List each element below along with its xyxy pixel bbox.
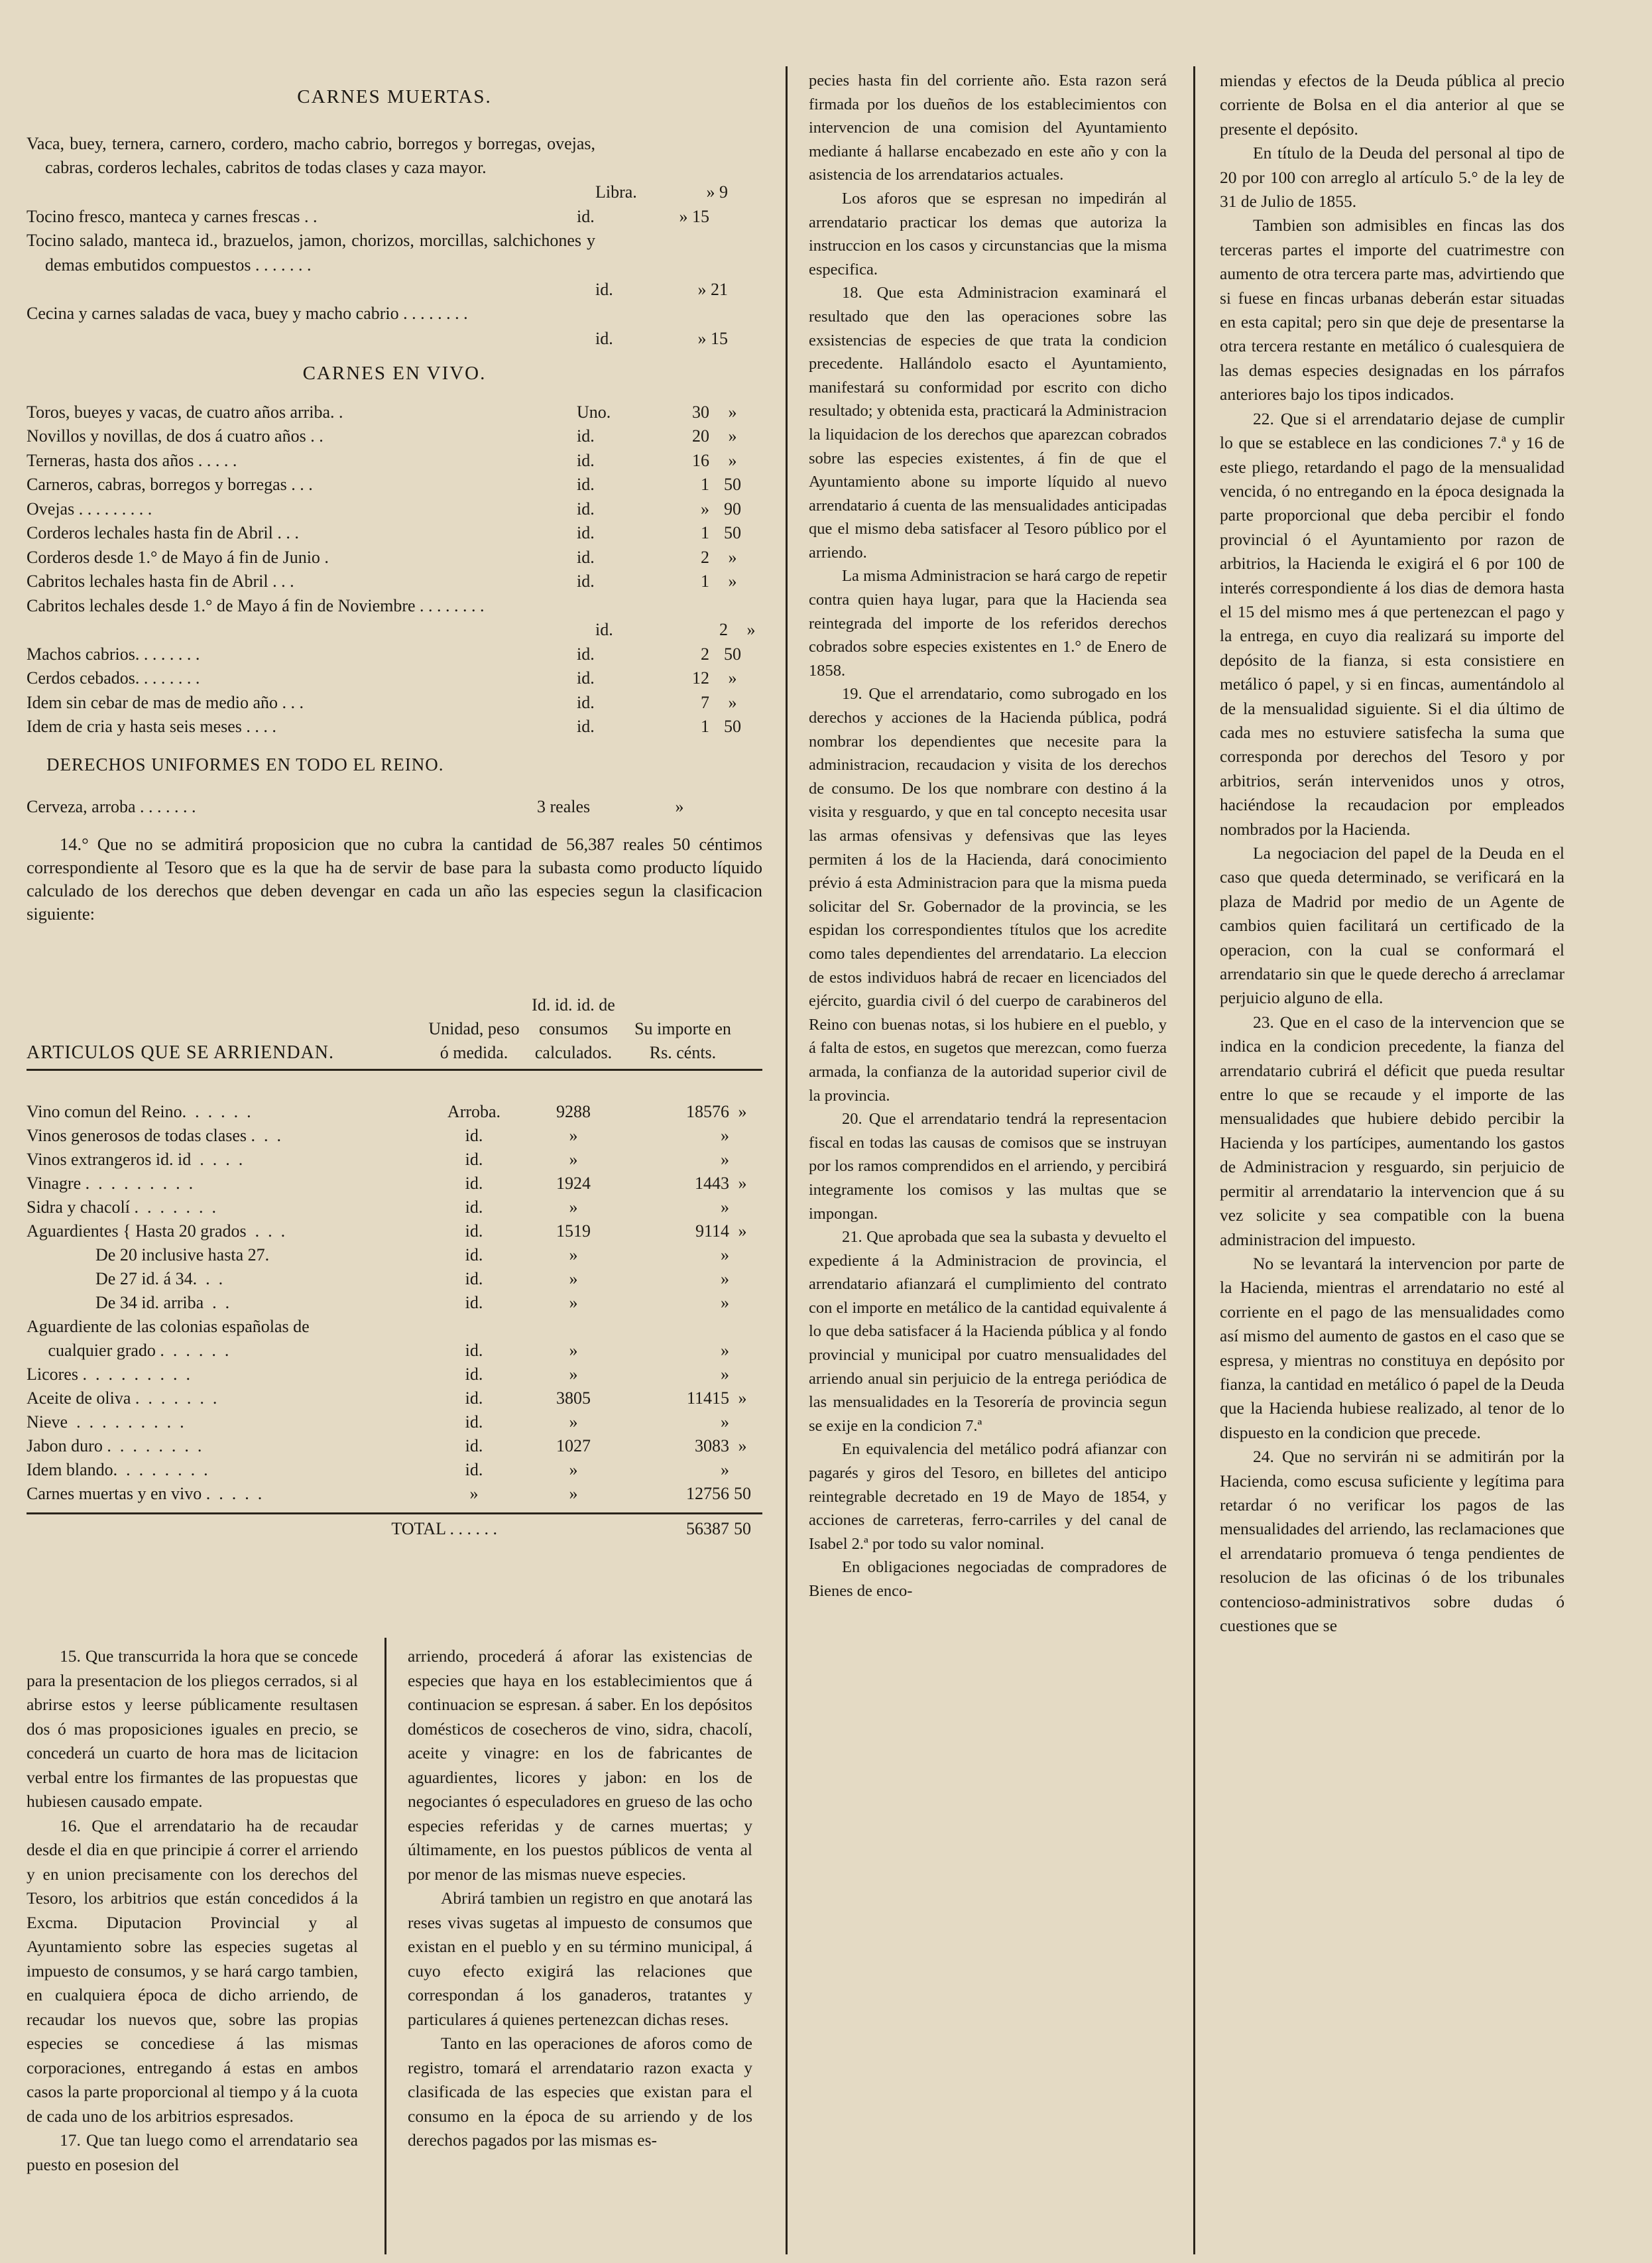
paragraph: Tambien son admisibles en fincas las dos terceras partes el importe del cuatrimestre con aumento de otra tercera parte mas, advirtiendo que si fuese en fincas urbanas deberán estar situadas en esta capital; pero sin que deje de presentarse la otra tercera restante en metálico ó cualesquiera de las demas especies designadas en los párrafos anteriores bajo los tipos indicados.: [1220, 215, 1564, 404]
paragraph: Abrirá tambien un registro en que anotará las reses vivas sugetas al impuesto de consumos que existan en el pueblo y en su término municipal, á cuyo efecto exigirá las relaciones que correspondan á los ganaderos, tratantes y particulares á quienes pertenezcan dichas reses.: [408, 1888, 752, 2029]
table-row: Corderos lechales hasta fin de Abril . . . id. 1 50: [27, 523, 741, 542]
header-consumo: Id. id. id. de consumos calculados.: [532, 995, 615, 1062]
paragraph: 20. Que el arrendatario tendrá la representacion fiscal en todas las causas de comisos que se instruyan por los ramos comprendidos en el arriendo, y percibirá integramente los comisos y las multas que se impongan.: [809, 1110, 1167, 1223]
table-row: Aceite de oliva . . . . . . . id. 3805 11415 »: [27, 1388, 747, 1408]
table-row: Vaca, buey, ternera, carnero, cordero, macho cabrio, borregos y borregas, ovejas, cabras, corderos lechales, cabritos de todas clases y caza mayor. Libra. » 9: [27, 133, 728, 202]
paragraph: La negociacion del papel de la Deuda en el caso que queda determinado, se verificará en la plaza de Madrid por medio de un Agente de cambios quien facilitará un certificado de la operacion, con la cual se conformará el arrendatario sin que le quede derecho á arreclamar perjuicio alguno de ella.: [1220, 843, 1564, 1008]
total-value: 56387: [686, 1518, 729, 1538]
table-row: Toros, bueyes y vacas, de cuatro años arriba. . Uno. 30 »: [27, 402, 737, 422]
table-row: Vinagre . . . . . . . . . id. 1924 1443 »: [27, 1173, 747, 1193]
table-row: Vinos extrangeros id. id . . . . id. » »: [27, 1149, 729, 1169]
column-d: [1220, 69, 1564, 1638]
table-row: Carnes muertas y en vivo . . . . . » » 12756 50: [27, 1483, 751, 1503]
table-row: Cabritos lechales hasta fin de Abril . . . id. 1 »: [27, 572, 737, 591]
header-articulos: ARTICULOS QUE SE ARRIENDAN.: [27, 1042, 334, 1063]
table-row: Machos cabrios. . . . . . . . id. 2 50: [27, 644, 741, 664]
uniformes-title: DERECHOS UNIFORMES EN TODO EL REINO.: [46, 754, 444, 774]
table-row: Idem sin cebar de mas de medio año . . . id. 7 »: [27, 692, 737, 712]
carnes-vivo-title: CARNES EN VIVO.: [302, 363, 487, 384]
table-row: Ovejas . . . . . . . . . id. » 90: [27, 499, 741, 519]
carnes-vivo-table: [27, 400, 762, 739]
paragraph: 22. Que si el arrendatario dejase de cumplir lo que se establece en las condiciones 7.ª y 16 de este pliego, retardando el pago de la mensualidad vencida, ó no entregando en la época designada la parte proporcional que deba percibir el fondo provincial ó el Ayuntamiento por razon de arbitrios, la Hacienda le exigirá el 6 por 100 de interés correspondiente á los dias de demora hasta el 15 del mismo mes á que pertenezcan el pago y la entrega, en cuyo dia realizará su importe del depósito de la fianza, si esta consistiere en metálico ó papel, y si en fincas, aumentándolo al de la mensualidad siguiente. Si el dia último de cada mes no estuviere satisfecha la suma que corresponda por derechos del Tesoro y por arbitrios, serán intervenidos unos y otros, haciéndose la recaudacion por empleados nombrados por la Hacienda.: [1220, 408, 1564, 839]
total-row: [27, 1512, 762, 1546]
header-unidad: Unidad, peso ó medida.: [428, 1018, 520, 1062]
table-row: Cabritos lechales desde 1.° de Mayo á fin de Noviembre . . . . . . . . id. 2 »: [27, 595, 756, 639]
paragraph: En título de la Deuda del personal al tipo de 20 por 100 con arreglo al artículo 5.° de la ley de 31 de Julio de 1855.: [1220, 143, 1564, 212]
arriendo-table: [27, 1100, 762, 1506]
paragraph: No se levantará la intervencion por parte de la Hacienda, mientras el arrendatario no esté al corriente en el pago de las mensualidades como así mismo del aumento de gastos en el caso que se espresa, y mientras no constituya en depósito por fianza, la cantidad en metálico ó papel de la Deuda que la Hacienda hubiese realizado, al tenor de lo dispuesto en la condicion que precede.: [1220, 1253, 1564, 1442]
table-row: Tocino salado, manteca id., brazuelos, jamon, chorizos, morcillas, salchichones y demas embutidos compuestos . . . . . . . id. » 21: [27, 231, 728, 299]
paragraph: arriendo, procederá á aforar las existencias de especies que haya en los establecimientos que á continuacion se espresan. á saber. En los depósitos domésticos de cosecheros de vino, sidra, chacolí, aceite y vinagre: en los de fabricantes de aguardientes, licores y jabon: en los de negociantes ó especuladores en grueso de las ocho especies referidas y de carnes muertas; y últimamente, en los puestos públicos de venta al por menor de las mismas nueve especies.: [408, 1646, 752, 1884]
subcolumn-left: [27, 1644, 358, 2177]
column-c: [809, 69, 1167, 1603]
column-rule: [786, 66, 788, 2254]
table-row: Idem de cria y hasta seis meses . . . . id. 1 50: [27, 717, 741, 736]
clause-14: 14.° Que no se admitirá proposicion que no cubra la cantidad de 56,387 reales 50 céntimos correspondiente al Tesoro que es la que ha de servir de base para la subasta como producto líquido calculado de los derechos que deben devengar en cada un año las especies segun la clasificacion siguiente:: [27, 833, 762, 924]
table-row: Novillos y novillas, de dos á cuatro años . . id. 20 »: [27, 426, 737, 446]
table-row: Aguardiente de las colonias españolas de: [27, 1316, 310, 1336]
paragraph: miendas y efectos de la Deuda pública al precio corriente de Bolsa en el dia anterior al que se presente el depósito.: [1220, 71, 1564, 139]
paragraph: La misma Administracion se hará cargo de repetir contra quien haya lugar, para que la Hacienda sea reintegrada del importe de los referidos derechos cobrados sobre especies existentes en 1.° de Enero de 1858.: [809, 567, 1167, 680]
table-row: Licores . . . . . . . . . id. » »: [27, 1364, 729, 1384]
table-row: Jabon duro . . . . . . . . id. 1027 3083 »: [27, 1436, 747, 1455]
table-row: Vinos generosos de todas clases . . . id. » »: [27, 1125, 729, 1145]
tariff-column: [27, 85, 762, 1546]
table-row: Tocino fresco, manteca y carnes frescas . . id. » 15: [27, 206, 709, 226]
paragraph: pecies hasta fin del corriente año. Esta razon será firmada por los dueños de los establecimientos con intervencion de una comision del Ayuntamiento mediante á hallarse encabezado en este año y con la asistencia de los arrendatarios actuales.: [809, 72, 1167, 184]
paragraph: 24. Que no servirán ni se admitirán por la Hacienda, como escusa suficiente y legítima para retardar ó no verificar los pagos de las mensualidades del arriendo, las reclamaciones que el arrendatario promueva ó tenga pendientes de resolucion de las oficinas ó de los tribunales contencioso-administrativos sobre dudas ó cuestiones que se: [1220, 1447, 1564, 1635]
paragraph: 16. Que el arrendatario ha de recaudar desde el dia en que principie á correr el arriendo y en union precisamente con los derechos del Tesoro, los arbitrios que están concedidos á la Excma. Diputacion Provincial y al Ayuntamiento sobre las especies sugetas al impuesto de consumos, y se hará cargo tambien, en cualquiera época de dicho arriendo, de recaudar los nuevos que, sobre las propias especies se concediese á las mismas corporaciones, entregando á estas en ambos casos la parte proporcional al tiempo y á la cuota de cada uno de los arbitrios espresados.: [27, 1815, 358, 2126]
paragraph: 21. Que aprobada que sea la subasta y devuelto el expediente á la Administracion de provincia, el arrendatario afianzará el cumplimiento del contrato con el importe en metálico de la cantidad equivalente á lo que deba satisfacer á la Hacienda pública y al fondo provincial y municipal por cuatro mensualidades del arriendo anual sin perjuicio de la entrega periódica de las mensualidades en la Tesorería de provincia segun se exije en la condicion 7.ª: [809, 1228, 1167, 1435]
paragraph: Tanto en las operaciones de aforos como de registro, tomará el arrendatario razon exacta y clasificada de las especies que existan para el consumo en la época de su arriendo y de los derechos pagados por las mismas es-: [408, 2034, 752, 2150]
column-rule: [384, 1638, 386, 2254]
paragraph: 23. Que en el caso de la intervencion que se indica en la condicion precedente, la fianza del arrendatario cubrirá el déficit que pueda resultar entre lo que se recaude y el importe de las mensualidades que hubiere debido percibir la Hacienda y los partícipes, aumentando los gastos de Administracion y resguardo, sin perjuicio de permitir al arrendatario la intervencion que á su vez solicite y sea compatible con la buena administracion del impuesto.: [1220, 1012, 1564, 1249]
table-row: De 27 id. á 34. . . id. » »: [27, 1268, 729, 1288]
table-row: Idem blando. . . . . . . . id. » »: [27, 1459, 729, 1479]
paragraph: 19. Que el arrendatario, como subrogado en los derechos y acciones de la Hacienda pública, podrá nombrar los dependientes que necesite para la administracion, recaudacion y visita de los derechos de consumo. De los que nombrare con destino á la visita y resguardo, y que en tal concepto necesita usar las armas ofensivas y defensivas que las leyes permiten á los de la Hacienda, dará conocimiento prévio á esta Administracion para que la misma pueda solicitar del Sr. Gobernador de la provincia, se les espidan los correspondientes títulos que los acredite como tales dependientes del arrendatario. La eleccion de estos individuos habrá de recaer en licenciados del ejército, guardia civil ó del cuerpo de carabineros del Reino con buenas notas, si los hubiere en el pueblo, y á falta de estos, en sugetos que merezcan, como fuerza armada, la confianza de la autoridad superior civil de la provincia.: [809, 685, 1167, 1105]
table-row: Cerdos cebados. . . . . . . . id. 12 »: [27, 668, 737, 688]
carnes-muertas-title: CARNES MUERTAS.: [297, 86, 492, 107]
table-row: Aguardientes { Hasta 20 grados . . . id. 1519 9114 »: [27, 1221, 747, 1241]
arriendo-header: [27, 926, 762, 1071]
paragraph: En obligaciones negociadas de compradores de Bienes de enco-: [809, 1558, 1167, 1600]
table-row: Cerveza, arroba . . . . . . . 3 reales »: [27, 797, 684, 816]
paragraph: 15. Que transcurrida la hora que se concede para la presentacion de los pliegos cerrados, si al abrirse estos y leerse públicamente resultasen dos ó mas proposiciones iguales en precio, se concederá un cuarto de hora mas de licitacion verbal entre los firmantes de las propuestas que hubiesen causado empate.: [27, 1646, 358, 1811]
total-label: TOTAL . . . . . .: [391, 1518, 497, 1538]
column-rule: [1193, 66, 1195, 2254]
table-row: Carneros, cabras, borregos y borregas . . . id. 1 50: [27, 475, 741, 494]
table-row: Nieve . . . . . . . . . id. » »: [27, 1412, 729, 1432]
table-row: Terneras, hasta dos años . . . . . id. 16 »: [27, 450, 737, 470]
table-row: De 20 inclusive hasta 27. id. » »: [27, 1245, 729, 1264]
table-row: Cecina y carnes saladas de vaca, buey y macho cabrio . . . . . . . . id. » 15: [27, 304, 728, 348]
table-row: Corderos desde 1.° de Mayo á fin de Junio . id. 2 »: [27, 547, 737, 567]
header-importe: Su importe en Rs. cénts.: [634, 1018, 731, 1062]
total-spacer: [524, 1517, 623, 1546]
table-row: De 34 id. arriba . . id. » »: [27, 1292, 729, 1312]
paragraph: Los aforos que se espresan no impedirán al arrendatario practicar los demas que autoriza la instruccion en los casos y circunstancias que la misma especifica.: [809, 189, 1167, 278]
paragraph: 17. Que tan luego como el arrendatario sea puesto en posesion del: [27, 2130, 358, 2174]
carnes-muertas-table: [27, 132, 762, 351]
subcolumn-right: [408, 1644, 752, 2153]
table-row: cualquier grado . . . . . . id. » »: [27, 1340, 729, 1360]
table-row: Sidra y chacolí . . . . . . . id. » »: [27, 1197, 729, 1217]
total-cents: 50: [734, 1518, 751, 1538]
table-row: Vino comun del Reino. . . . . . Arroba. 9288 18576 »: [27, 1101, 747, 1121]
paragraph: 18. Que esta Administracion examinará el resultado que den las operaciones sobre las exsistencias de especies de que trata la condicion precedente. Hallándolo esacto el Ayuntamiento, manifestará su conformidad por escrito con dicho resultado; y obtenida esta, practicará la Administracion la liquidacion de los derechos que aparezcan cobrados sobre las especies existentes, á fin de que el Ayuntamiento abone su importe líquido al nuevo arrendatario á cuenta de las mensualidades anticipadas que el mismo deba satisfacer al Tesoro público por el arriendo.: [809, 284, 1167, 562]
paragraph: En equivalencia del metálico podrá afianzar con pagarés y giros del Tesoro, en billetes del anticipo reintegrable decretado en 19 de Mayo de 1854, y acciones de carreteras, ferro-carriles y del canal de Isabel 2.ª por todo su valor nominal.: [809, 1440, 1167, 1553]
